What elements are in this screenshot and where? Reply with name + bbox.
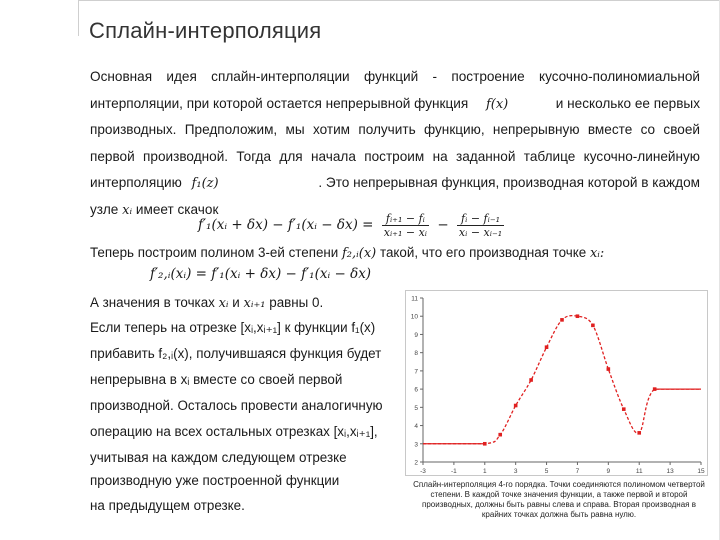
- zero-values-x2: xᵢ₊₁: [243, 296, 266, 311]
- y-tick-label: 8: [414, 350, 418, 358]
- y-tick-label: 5: [414, 404, 418, 412]
- x-tick-label: 11: [635, 468, 643, 475]
- spline-chart: [405, 290, 708, 476]
- left-line-1: Если теперь на отрезке [xᵢ,xᵢ₊₁] к функции f₁(x): [90, 320, 376, 335]
- y-tick-label: 6: [414, 386, 418, 394]
- data-point: [637, 431, 641, 435]
- left-line-2: прибавить f₂,ᵢ(x), получившаяся функция будет: [90, 346, 382, 361]
- data-point: [591, 324, 595, 328]
- left-line-4: производной. Осталось провести аналогичную: [90, 398, 383, 413]
- function-f-symbol: f(x): [485, 96, 509, 112]
- zero-values-a: А значения в точках: [90, 295, 215, 310]
- para-line-2-b: и несколько ее первых: [555, 95, 700, 111]
- left-line-5: операцию на всех остальных отрезках [xᵢ,xᵢ₊₁],: [90, 424, 378, 439]
- y-tick-label: 9: [414, 331, 418, 339]
- slide-title: Сплайн-интерполяция: [89, 18, 322, 43]
- x-tick-label: 13: [666, 468, 674, 475]
- x-tick-label: 1: [482, 468, 487, 475]
- x-tick-label: -1: [450, 468, 457, 475]
- x-tick-label: 15: [697, 468, 705, 475]
- x-tick-label: -3: [420, 468, 426, 475]
- left-line-8: на предыдущем отрезке.: [90, 498, 245, 513]
- fraction-b-denominator: xᵢ − xᵢ₋₁: [458, 226, 503, 239]
- x-tick-label: 9: [606, 468, 611, 475]
- intro-paragraph: [90, 64, 700, 223]
- data-point: [514, 404, 518, 408]
- para-line-6-a: узле: [90, 201, 119, 217]
- data-point: [607, 367, 611, 371]
- chart-caption: Сплайн-интерполяция 4-го порядка. Точки соединяются полиномом четвертой степени. В каждой точке значения функции, а также первой и второй производных, должны быть равны слева и справа. Вторая производная в крайних точках должна быть равна нулю.: [413, 480, 705, 519]
- y-tick-label: 7: [414, 368, 418, 376]
- data-point: [483, 442, 487, 446]
- fraction-b-numerator: fᵢ − fᵢ₋₁: [457, 212, 504, 226]
- para-line-5: [90, 170, 700, 197]
- y-tick-label: 11: [411, 295, 418, 303]
- para-line-2-a: интерполяции, при которой остается непрерывной функция: [90, 95, 469, 111]
- polynomial-statement: [90, 245, 604, 261]
- formula-poly-derivative: f′₂,ᵢ(xᵢ) = f′₁(xᵢ + δx) − f′₁(xᵢ − δx): [150, 266, 372, 282]
- x-tick-label: 5: [544, 468, 549, 475]
- poly-statement-b: такой, что его производная точке: [379, 245, 587, 260]
- poly-statement-a: Теперь построим полином 3-ей степени: [90, 245, 339, 260]
- left-line-6: учитывая на каждом следующем отрезке: [90, 450, 347, 465]
- fraction-a-denominator: xᵢ₊₁ − xᵢ: [383, 226, 428, 239]
- zero-values-c: равны 0.: [269, 295, 324, 310]
- x-tick-label: 7: [575, 468, 580, 475]
- y-tick-label: 10: [410, 313, 418, 321]
- data-point: [576, 314, 580, 318]
- para-line-3: производных. Предположим, мы хотим получить функцию, непрерывную вместе со своей: [90, 122, 700, 137]
- x-tick-label: 3: [513, 468, 518, 475]
- formula-fraction-a: [382, 212, 429, 239]
- formula-jump-lhs: f′₁(xᵢ + δx) − f′₁(xᵢ − δx) =: [198, 217, 374, 233]
- zero-values-statement: [90, 295, 323, 311]
- formula-minus-sign: −: [437, 217, 449, 233]
- poly-statement-f: f₂,ᵢ(x): [342, 246, 377, 261]
- data-point: [622, 407, 626, 411]
- y-tick-label: 2: [414, 459, 418, 467]
- y-tick-label: 3: [414, 441, 418, 449]
- para-line-1: Основная идея сплайн-интерполяции функций - построение кусочно-полиномиальной: [90, 69, 700, 84]
- formula-fraction-b: [457, 212, 504, 239]
- y-tick-label: 4: [414, 423, 418, 431]
- fraction-a-numerator: fᵢ₊₁ − fᵢ: [382, 212, 429, 226]
- para-line-2: [90, 91, 700, 118]
- slide-frame-left: [78, 0, 79, 36]
- function-f1-symbol: f₁(z): [191, 176, 219, 191]
- para-line-5-a: интерполяцию: [90, 175, 182, 190]
- data-point: [529, 378, 533, 382]
- left-line-3: непрерывна в xᵢ вместе со своей первой: [90, 372, 343, 387]
- para-line-4: первой производной. Тогда для начала построим на заданной таблице кусочно-линейную: [90, 148, 700, 164]
- data-point: [545, 345, 549, 349]
- para-line-6-b: имеет скачок: [135, 201, 219, 217]
- formula-derivative-jump: [198, 212, 504, 239]
- data-point: [653, 387, 657, 391]
- left-line-7: производную уже построенной функции: [90, 473, 340, 488]
- zero-values-x1: xᵢ: [218, 296, 229, 311]
- data-point: [560, 318, 564, 322]
- data-point: [498, 433, 502, 437]
- chart-border: [406, 291, 708, 476]
- poly-statement-x: xᵢ:: [589, 246, 605, 261]
- zero-values-b: и: [232, 295, 240, 310]
- para-line-6-x: xᵢ: [122, 202, 133, 218]
- para-line-5-b: . Это непрерывная функция, производная которой в каждом: [318, 175, 700, 190]
